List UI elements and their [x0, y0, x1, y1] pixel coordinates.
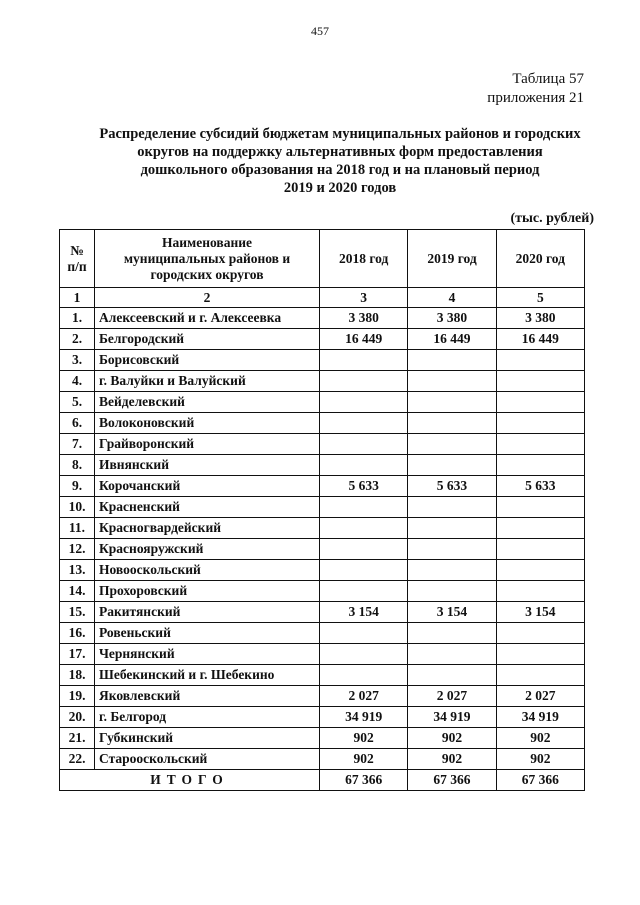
value-2018: 902 [320, 728, 408, 749]
row-number: 22. [60, 749, 95, 770]
table-row [60, 455, 585, 476]
value-2018 [320, 518, 408, 539]
table-ref-line2: приложения 21 [487, 90, 584, 106]
value-2018 [320, 665, 408, 686]
table-row [60, 476, 585, 497]
row-number: 16. [60, 623, 95, 644]
district-name: Краснояружский [95, 539, 320, 560]
value-2018 [320, 392, 408, 413]
row-number: 4. [60, 371, 95, 392]
column-number: 5 [496, 288, 584, 308]
value-2019: 3 380 [408, 308, 496, 329]
row-number: 12. [60, 539, 95, 560]
value-2019 [408, 350, 496, 371]
value-2018 [320, 560, 408, 581]
table-row [60, 749, 585, 770]
value-2019 [408, 392, 496, 413]
total-value-2018: 67 366 [320, 770, 408, 791]
table-row [60, 539, 585, 560]
district-name: Яковлевский [95, 686, 320, 707]
value-2020: 902 [496, 749, 584, 770]
column-number: 4 [408, 288, 496, 308]
district-name: Алексеевский и г. Алексеевка [95, 308, 320, 329]
district-name: Красненский [95, 497, 320, 518]
total-value-2019: 67 366 [408, 770, 496, 791]
value-2019: 16 449 [408, 329, 496, 350]
value-2019 [408, 560, 496, 581]
value-2019 [408, 518, 496, 539]
row-number: 11. [60, 518, 95, 539]
total-value-2020: 67 366 [496, 770, 584, 791]
district-name: Чернянский [95, 644, 320, 665]
value-2018 [320, 623, 408, 644]
value-2019 [408, 497, 496, 518]
value-2018: 2 027 [320, 686, 408, 707]
table-row [60, 602, 585, 623]
value-2020: 2 027 [496, 686, 584, 707]
value-2020 [496, 371, 584, 392]
district-name: Красногвардейский [95, 518, 320, 539]
title-line1: Распределение субсидий бюджетам муниципальных районов и городских [99, 126, 581, 142]
value-2019 [408, 434, 496, 455]
value-2019: 5 633 [408, 476, 496, 497]
header-2020: 2020 год [496, 230, 584, 288]
district-name: Старооскольский [95, 749, 320, 770]
column-number: 1 [60, 288, 95, 308]
row-number: 1. [60, 308, 95, 329]
document-title [70, 125, 610, 197]
value-2020 [496, 434, 584, 455]
value-2020 [496, 392, 584, 413]
title-line3: дошкольного образования на 2018 год и на плановый период [140, 162, 540, 178]
value-2019: 3 154 [408, 602, 496, 623]
table-row [60, 644, 585, 665]
row-number: 6. [60, 413, 95, 434]
value-2019: 34 919 [408, 707, 496, 728]
row-number: 17. [60, 644, 95, 665]
table-row [60, 329, 585, 350]
value-2018 [320, 350, 408, 371]
row-number: 19. [60, 686, 95, 707]
table-row [60, 560, 585, 581]
value-2020 [496, 539, 584, 560]
header-num [60, 230, 95, 288]
value-2018: 902 [320, 749, 408, 770]
table-ref-line1: Таблица 57 [512, 71, 584, 87]
value-2020 [496, 644, 584, 665]
value-2019 [408, 539, 496, 560]
district-name: г. Валуйки и Валуйский [95, 371, 320, 392]
district-name: Волоконовский [95, 413, 320, 434]
table-row [60, 392, 585, 413]
value-2018 [320, 455, 408, 476]
value-2019: 2 027 [408, 686, 496, 707]
row-number: 14. [60, 581, 95, 602]
table-row [60, 581, 585, 602]
header-name-line1: Наименование [162, 234, 252, 250]
table-row [60, 350, 585, 371]
header-row [60, 230, 585, 288]
header-num-line2: п/п [67, 258, 87, 274]
row-number: 5. [60, 392, 95, 413]
value-2018: 3 154 [320, 602, 408, 623]
district-name: Губкинский [95, 728, 320, 749]
total-row [60, 770, 585, 791]
value-2020 [496, 350, 584, 371]
total-label: ИТОГО [60, 770, 320, 791]
header-name-line3: городских округов [150, 266, 264, 282]
value-2020 [496, 581, 584, 602]
value-2020: 902 [496, 728, 584, 749]
table-row [60, 497, 585, 518]
district-name: Шебекинский и г. Шебекино [95, 665, 320, 686]
value-2020: 3 380 [496, 308, 584, 329]
value-2018 [320, 581, 408, 602]
district-name: Ровеньский [95, 623, 320, 644]
district-name: Ивнянский [95, 455, 320, 476]
value-2018 [320, 497, 408, 518]
value-2020: 3 154 [496, 602, 584, 623]
row-number: 20. [60, 707, 95, 728]
district-name: Вейделевский [95, 392, 320, 413]
row-number: 8. [60, 455, 95, 476]
table-row [60, 665, 585, 686]
row-number: 2. [60, 329, 95, 350]
value-2020 [496, 518, 584, 539]
value-2018 [320, 413, 408, 434]
value-2018: 16 449 [320, 329, 408, 350]
value-2019 [408, 644, 496, 665]
value-2020 [496, 665, 584, 686]
value-2018: 3 380 [320, 308, 408, 329]
subsidy-table [59, 229, 585, 791]
value-2019 [408, 455, 496, 476]
value-2020 [496, 413, 584, 434]
table-row [60, 413, 585, 434]
header-name-line2: муниципальных районов и [123, 250, 291, 266]
value-2018 [320, 371, 408, 392]
row-number: 10. [60, 497, 95, 518]
title-line2: округов на поддержку альтернативных форм предоставления [137, 144, 543, 160]
value-2019: 902 [408, 749, 496, 770]
value-2020 [496, 560, 584, 581]
page-number: 457 [311, 24, 329, 38]
header-name [95, 230, 320, 288]
district-name: Грайворонский [95, 434, 320, 455]
header-num-line1: № [70, 242, 84, 258]
value-2019 [408, 623, 496, 644]
value-2019 [408, 581, 496, 602]
value-2018: 5 633 [320, 476, 408, 497]
column-number-row [60, 288, 585, 308]
district-name: Ракитянский [95, 602, 320, 623]
value-2018 [320, 434, 408, 455]
value-2020: 5 633 [496, 476, 584, 497]
value-2020 [496, 497, 584, 518]
table-row [60, 308, 585, 329]
value-2019 [408, 665, 496, 686]
row-number: 21. [60, 728, 95, 749]
district-name: г. Белгород [95, 707, 320, 728]
table-row [60, 518, 585, 539]
table-row [60, 728, 585, 749]
value-2019 [408, 371, 496, 392]
value-2020 [496, 455, 584, 476]
table-row [60, 623, 585, 644]
value-2018 [320, 539, 408, 560]
header-2018: 2018 год [320, 230, 408, 288]
row-number: 15. [60, 602, 95, 623]
column-number: 2 [95, 288, 320, 308]
value-2019: 902 [408, 728, 496, 749]
table-reference [487, 70, 584, 108]
table-row [60, 707, 585, 728]
column-number: 3 [320, 288, 408, 308]
table-row [60, 686, 585, 707]
district-name: Новооскольский [95, 560, 320, 581]
value-2019 [408, 413, 496, 434]
header-2019: 2019 год [408, 230, 496, 288]
value-2020: 16 449 [496, 329, 584, 350]
district-name: Прохоровский [95, 581, 320, 602]
row-number: 7. [60, 434, 95, 455]
table-row [60, 371, 585, 392]
district-name: Корочанский [95, 476, 320, 497]
row-number: 13. [60, 560, 95, 581]
row-number: 9. [60, 476, 95, 497]
title-line4: 2019 и 2020 годов [283, 180, 397, 196]
value-2020: 34 919 [496, 707, 584, 728]
row-number: 18. [60, 665, 95, 686]
table-row [60, 434, 585, 455]
value-2018 [320, 644, 408, 665]
district-name: Борисовский [95, 350, 320, 371]
units-label: (тыс. рублей) [510, 211, 594, 226]
value-2018: 34 919 [320, 707, 408, 728]
value-2020 [496, 623, 584, 644]
row-number: 3. [60, 350, 95, 371]
district-name: Белгородский [95, 329, 320, 350]
